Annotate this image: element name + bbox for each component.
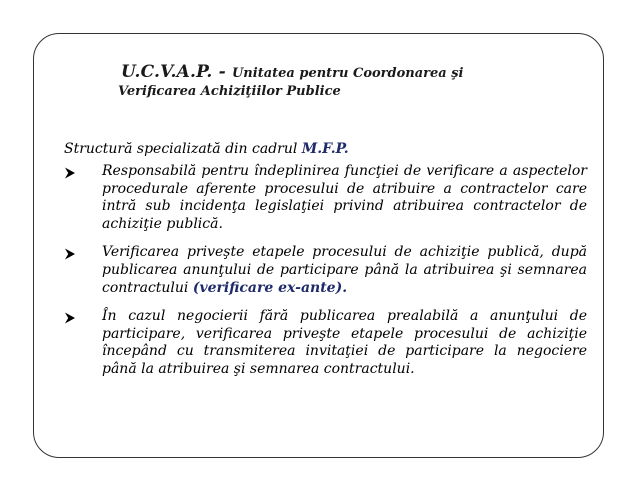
bullet-item bbox=[64, 163, 587, 233]
bullet-text-main: Verificarea priveşte etapele procesului de achiziţie publică, după publicarea anunţului de participare până la atribuirea şi semnarea contractului bbox=[102, 244, 587, 296]
intro-text: Structură specializată din cadrul bbox=[64, 141, 302, 157]
intro-highlight: M.F.P. bbox=[301, 141, 349, 157]
title-abbreviation: U.C.V.A.P. - bbox=[121, 62, 232, 82]
arrow-bullet-icon bbox=[64, 312, 76, 324]
title-line-2: Verificarea Achiziţiilor Publice bbox=[118, 84, 341, 99]
bullet-highlight: (verificare ex-ante). bbox=[192, 279, 348, 296]
bullet-text: Responsabilă pentru îndeplinirea funcţiei de verificare a aspectelor procedurale aferente procesului de atribuire a contractelor care intră sub incidenţa legislaţiei privind atribuirea contractelor de achiziţie publică. bbox=[102, 163, 587, 232]
bullet-list bbox=[64, 163, 587, 390]
intro-line bbox=[64, 139, 349, 159]
slide-title bbox=[118, 61, 561, 99]
title-line-1 bbox=[121, 61, 561, 83]
title-line-1-text: Unitatea pentru Coordonarea şi bbox=[231, 66, 464, 81]
bullet-text: În cazul negocierii fără publicarea prealabilă a anunţului de participare, verificarea priveşte etapele procesului de achiziţie începând cu transmiterea invitaţiei de participare la negociere până la atribuirea şi semnarea contractului. bbox=[102, 308, 587, 377]
bullet-item bbox=[64, 308, 587, 378]
bullet-item bbox=[64, 244, 587, 297]
arrow-bullet-icon bbox=[64, 167, 76, 179]
arrow-bullet-icon bbox=[64, 248, 76, 260]
bullet-text bbox=[102, 244, 587, 297]
